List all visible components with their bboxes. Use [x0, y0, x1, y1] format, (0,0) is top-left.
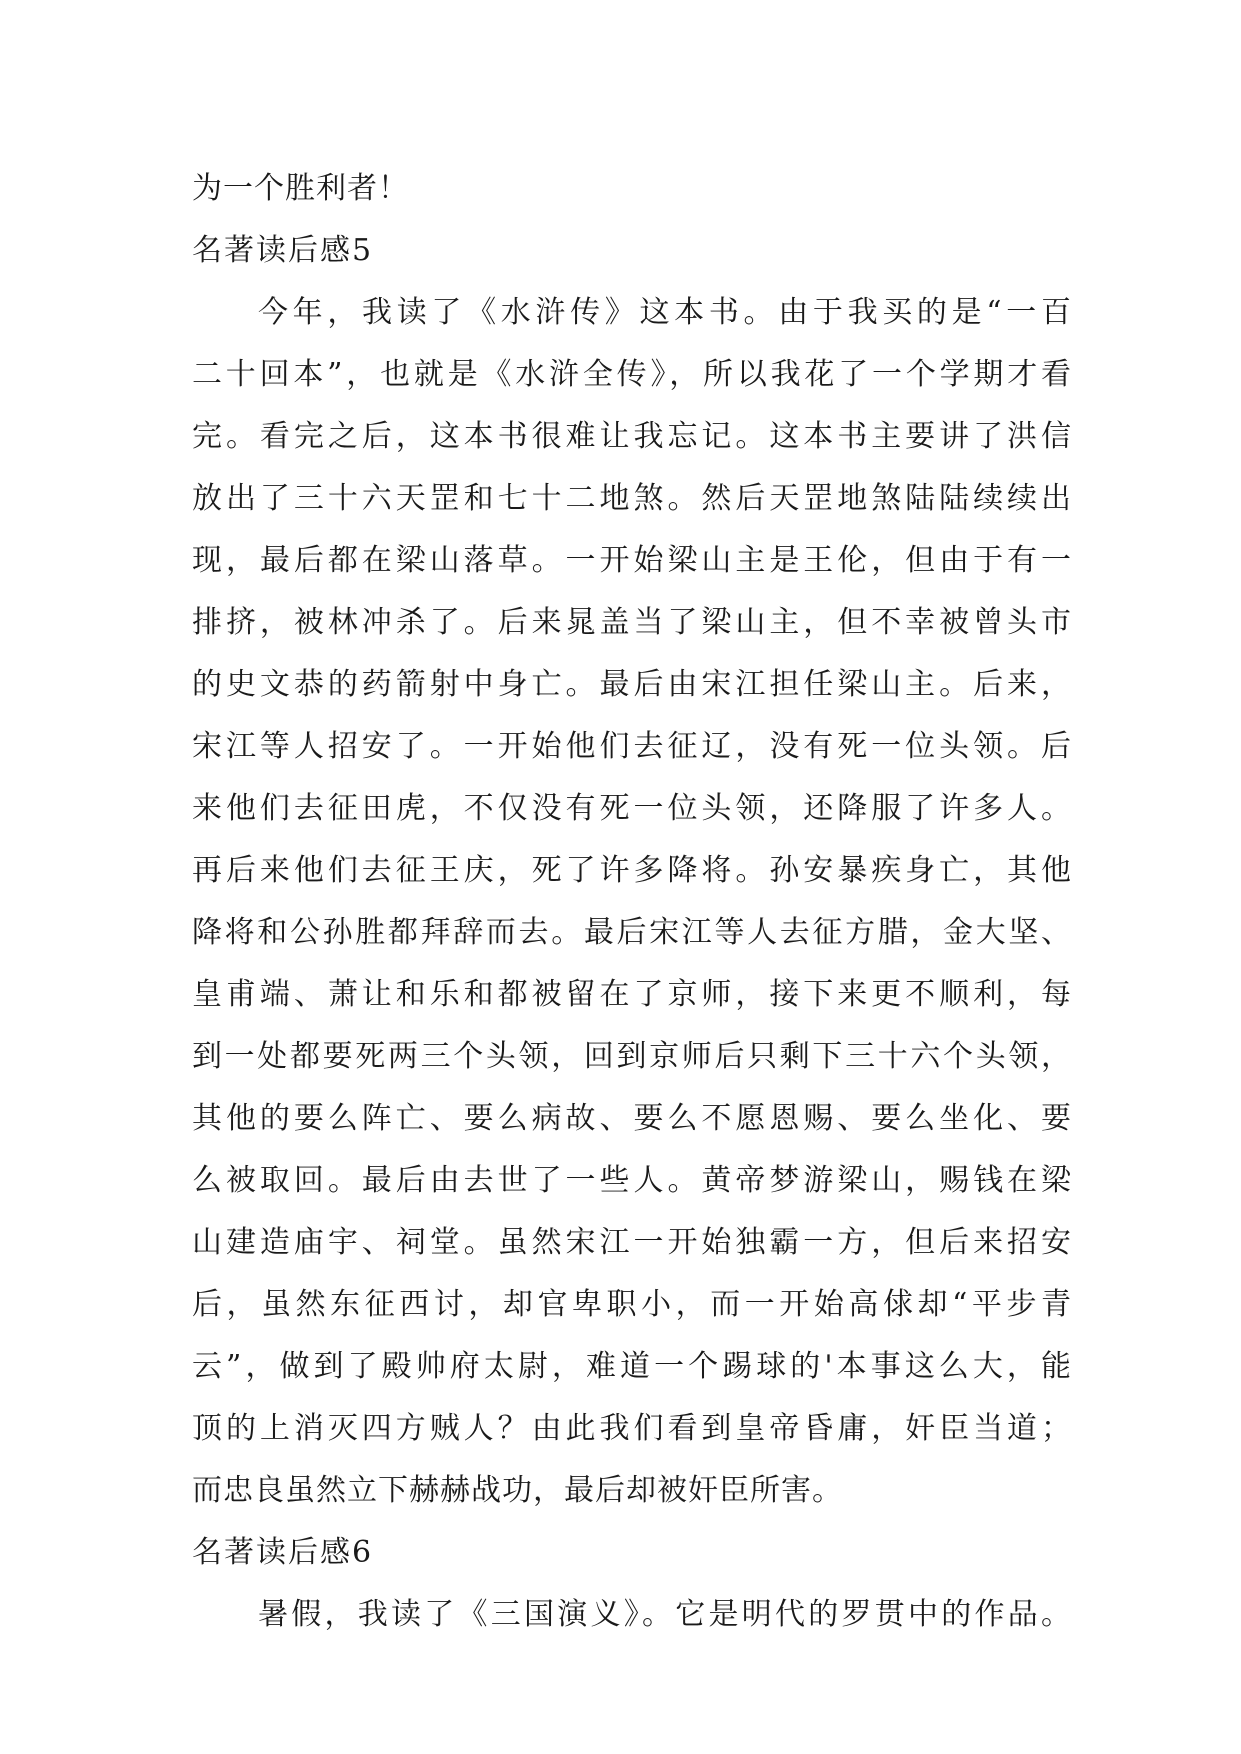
document-page	[192, 158, 1072, 1646]
text-line: 完。看完之后，这本书很难让我忘记。这本书主要讲了洪信	[192, 419, 1072, 454]
section-heading: 名著读后感6	[192, 1535, 374, 1570]
text-line: 后，虽然东征西讨，却官卑职小，而一开始高俅却“平步青	[192, 1287, 1072, 1322]
text-line: 排挤，被林冲杀了。后来晁盖当了梁山主，但不幸被曾头市	[192, 605, 1072, 640]
section-heading: 名著读后感5	[192, 233, 374, 268]
text-line: 的史文恭的药箭射中身亡。最后由宋江担任梁山主。后来，	[192, 667, 1072, 702]
text-line: 来他们去征田虎，不仅没有死一位头领，还降服了许多人。	[192, 791, 1072, 826]
text-line: 宋江等人招安了。一开始他们去征辽，没有死一位头领。后	[192, 729, 1072, 764]
text-line: 山建造庙宇、祠堂。虽然宋江一开始独霸一方，但后来招安	[192, 1225, 1072, 1260]
text-line: 而忠良虽然立下赫赫战功，最后却被奸臣所害。	[192, 1473, 843, 1508]
text-line: 皇甫端、萧让和乐和都被留在了京师，接下来更不顺利，每	[192, 977, 1072, 1012]
text-line: 其他的要么阵亡、要么病故、要么不愿恩赐、要么坐化、要	[192, 1101, 1072, 1136]
text-line: 到一处都要死两三个头领，回到京师后只剩下三十六个头领，	[192, 1039, 1072, 1074]
text-line: 云”，做到了殿帅府太尉，难道一个踢球的'本事这么大，能	[192, 1349, 1072, 1384]
text-line: 现，最后都在梁山落草。一开始梁山主是王伦，但由于有一	[192, 543, 1072, 578]
text-line: 放出了三十六天罡和七十二地煞。然后天罡地煞陆陆续续出	[192, 481, 1072, 516]
text-line: 再后来他们去征王庆，死了许多降将。孙安暴疾身亡，其他	[192, 853, 1072, 888]
text-line: 二十回本”，也就是《水浒全传》，所以我花了一个学期才看	[192, 357, 1072, 392]
text-line: 么被取回。最后由去世了一些人。黄帝梦游梁山，赐钱在梁	[192, 1163, 1072, 1198]
paragraph-first-line: 暑假，我读了《三国演义》。它是明代的罗贯中的作品。	[258, 1597, 1072, 1632]
text-line: 降将和公孙胜都拜辞而去。最后宋江等人去征方腊，金大坚、	[192, 915, 1072, 950]
paragraph-first-line: 今年，我读了《水浒传》这本书。由于我买的是“一百	[258, 295, 1072, 330]
text-line: 顶的上消灭四方贼人？由此我们看到皇帝昏庸，奸臣当道；	[192, 1411, 1072, 1446]
text-line: 为一个胜利者！	[192, 171, 409, 206]
